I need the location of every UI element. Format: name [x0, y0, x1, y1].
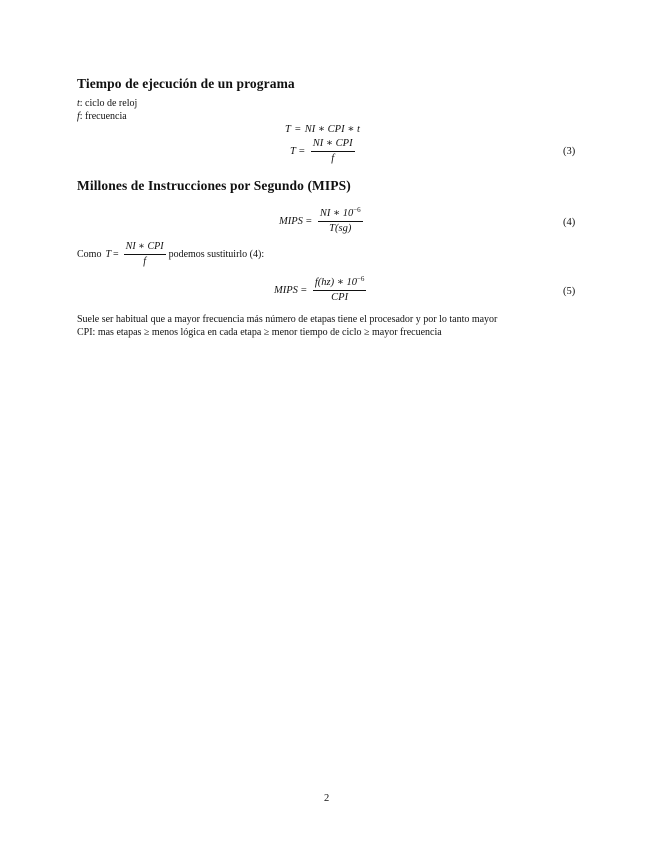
inline-lhs: T: [105, 249, 112, 260]
definition-f-text: : frecuencia: [79, 111, 127, 122]
equation-execution-time: [285, 123, 360, 135]
section-title-tiempo: Tiempo de ejecución de un programa: [77, 76, 295, 91]
eq5-numerator-base: f(hz) ∗ 10: [314, 277, 357, 288]
inline-numerator: NI ∗ CPI: [124, 241, 166, 255]
equation-3: [290, 138, 358, 165]
eq-a-rhs: NI ∗ CPI ∗ t: [304, 124, 360, 135]
inline-denominator: f: [143, 256, 146, 267]
paragraph-line-1: Suele ser habitual que a mayor frecuencia más número de etapas tiene el procesador y por lo tanto mayor: [77, 314, 498, 325]
eq5-lhs: MIPS: [274, 285, 298, 296]
inline-substitution-sentence: [77, 241, 264, 268]
eq4-fraction: [318, 208, 363, 235]
eq4-numerator-base: NI ∗ 10: [319, 208, 354, 219]
eq3-equals: =: [298, 146, 305, 157]
equation-4: [279, 208, 366, 235]
eq4-lhs: MIPS: [279, 216, 303, 227]
eq3-numerator: NI ∗ CPI: [311, 138, 355, 152]
eq5-numerator-exponent: −6: [356, 275, 365, 283]
symbol-t: t: [77, 98, 80, 109]
definition-t-text: : ciclo de reloj: [79, 98, 138, 109]
inline-after: podemos sustituirlo (4):: [168, 249, 265, 260]
eq4-equals: =: [305, 216, 312, 227]
section-title-mips: Millones de Instrucciones por Segundo (MIPS): [77, 178, 351, 193]
equation-4-number: (4): [563, 217, 576, 228]
eq3-fraction: [311, 138, 355, 165]
eq4-denominator: T(sg): [329, 223, 352, 234]
inline-before: Como: [77, 249, 102, 260]
symbol-f: f: [77, 111, 80, 122]
eq3-denominator: f: [331, 153, 335, 164]
page-number: 2: [324, 793, 330, 804]
eq4-numerator-exponent: −6: [353, 206, 361, 214]
equation-5-number: (5): [563, 286, 576, 297]
definition-t: [77, 97, 137, 110]
eq4-numerator: [318, 208, 363, 222]
equation-5: [274, 277, 369, 304]
inline-equals: =: [113, 249, 119, 260]
eq-a-equals: =: [294, 123, 301, 135]
eq5-denominator: CPI: [331, 292, 349, 303]
equation-3-number: (3): [563, 146, 576, 157]
eq5-fraction: [313, 277, 367, 304]
eq5-equals: =: [300, 285, 307, 296]
paragraph-line-2: CPI: mas etapas ≥ menos lógica en cada etapa ≥ menor tiempo de ciclo ≥ mayor frecuencia: [77, 327, 442, 338]
inline-fraction: [124, 241, 166, 268]
eq3-lhs: T: [290, 146, 296, 157]
eq-a-lhs: T: [285, 123, 291, 135]
definition-f: [77, 110, 127, 123]
eq5-numerator: [313, 277, 367, 291]
